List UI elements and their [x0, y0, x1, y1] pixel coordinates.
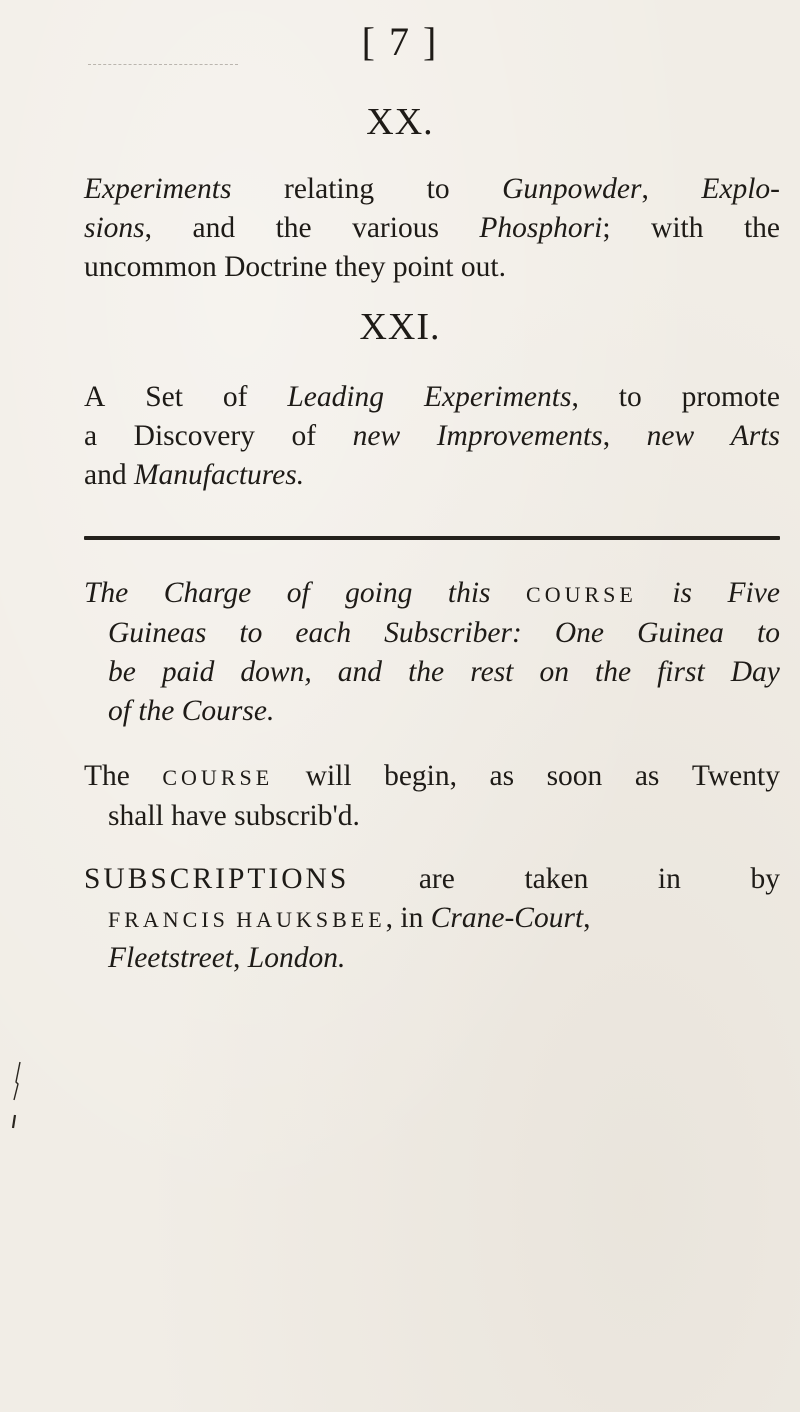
word	[731, 417, 780, 456]
text-run: new	[352, 420, 401, 452]
word	[701, 170, 780, 209]
text-line	[84, 692, 780, 731]
text-run: as	[634, 760, 660, 792]
word	[287, 378, 384, 417]
text-run: the	[275, 212, 312, 244]
text-line	[84, 939, 780, 978]
text-run: and	[192, 212, 236, 244]
text-run: London.	[247, 942, 346, 974]
section-xx-text	[84, 170, 780, 287]
text-line	[84, 653, 780, 692]
word	[284, 170, 374, 209]
text-run: to	[757, 617, 780, 649]
text-run: Manufactures.	[133, 459, 305, 491]
word	[524, 860, 588, 899]
text-run: by	[750, 863, 780, 895]
text-run: Improvements	[436, 420, 603, 452]
text-run: the	[743, 212, 780, 244]
word	[682, 378, 780, 417]
margin-ink-mark	[10, 1060, 24, 1130]
text-run: promote	[681, 381, 780, 413]
text-run: The	[84, 577, 129, 609]
text-run: shall have subscrib'd.	[108, 800, 360, 832]
word	[744, 209, 780, 248]
subscriptions-paragraph	[84, 860, 780, 978]
word	[134, 417, 255, 456]
text-run: is	[672, 577, 693, 609]
text-run: a	[84, 420, 98, 452]
word	[692, 757, 780, 797]
word	[555, 614, 604, 653]
horizontal-rule	[84, 536, 780, 540]
word	[84, 574, 128, 614]
word	[757, 614, 780, 653]
text-run: ;	[602, 212, 611, 244]
text-run: taken	[524, 863, 589, 895]
text-run: and	[84, 459, 134, 491]
text-run: this	[447, 577, 491, 609]
word	[276, 209, 312, 248]
text-run: on	[539, 656, 569, 688]
word	[193, 209, 236, 248]
text-run: ,	[571, 381, 579, 413]
text-line	[84, 797, 780, 836]
text-run: of	[291, 420, 317, 452]
word	[287, 574, 310, 614]
text-run: sions	[84, 212, 145, 244]
word	[424, 378, 579, 417]
text-run: to	[239, 617, 263, 649]
text-run: Leading	[287, 381, 385, 413]
text-run: Discovery	[133, 420, 255, 452]
word	[635, 757, 660, 797]
word	[338, 653, 382, 692]
course-paragraph	[84, 757, 780, 836]
word	[145, 378, 183, 417]
text-run: Explo-	[701, 173, 780, 205]
text-run: of the Course.	[108, 695, 275, 727]
text-run: paid	[161, 656, 215, 688]
word	[306, 757, 352, 797]
text-run: first	[657, 656, 705, 688]
word	[162, 653, 214, 692]
text-run: down,	[240, 656, 312, 688]
text-run: The	[84, 760, 130, 792]
text-run: Five	[727, 577, 780, 609]
text-run: ,	[233, 942, 248, 974]
text-run: ,	[602, 420, 611, 452]
text-line	[84, 378, 780, 417]
text-line	[84, 170, 780, 209]
text-run: and	[337, 656, 383, 688]
text-run: Guinea	[637, 617, 724, 649]
word	[164, 574, 251, 614]
text-run: of	[222, 381, 248, 413]
word	[728, 574, 780, 614]
text-run: COURSE	[162, 765, 274, 790]
word	[526, 574, 637, 614]
text-line	[84, 209, 780, 248]
word	[295, 614, 351, 653]
section-numeral-xxi: XXI.	[359, 306, 441, 348]
text-run: Experiments	[423, 381, 572, 413]
word	[84, 170, 231, 209]
text-run: uncommon Doctrine they point out.	[84, 251, 506, 283]
word	[657, 653, 705, 692]
word	[437, 417, 610, 456]
text-run: with	[651, 212, 704, 244]
text-run: relating	[284, 173, 375, 205]
text-run: going	[345, 577, 413, 609]
word	[291, 417, 316, 456]
word	[731, 653, 780, 692]
text-run: , in	[385, 902, 431, 934]
section-numeral-xx: XX.	[366, 101, 434, 143]
charge-paragraph	[84, 574, 780, 731]
word	[108, 653, 136, 692]
text-run: Twenty	[691, 760, 780, 792]
text-run: each	[295, 617, 352, 649]
word	[539, 653, 569, 692]
text-run: A	[84, 381, 106, 413]
text-run: begin,	[384, 760, 457, 792]
paper-mark	[88, 64, 238, 65]
text-run: Crane-Court	[430, 902, 584, 934]
text-line	[84, 899, 780, 939]
text-run: Day	[730, 656, 780, 688]
word	[502, 170, 649, 209]
text-run: soon	[546, 760, 603, 792]
text-run: the	[595, 656, 632, 688]
word	[84, 860, 349, 899]
word	[408, 653, 444, 692]
word	[223, 378, 248, 417]
text-run: ,	[144, 212, 153, 244]
word	[750, 860, 780, 899]
text-run: the	[408, 656, 445, 688]
text-line	[84, 757, 780, 797]
word	[345, 574, 412, 614]
word	[448, 574, 491, 614]
text-run: of	[286, 577, 310, 609]
text-line	[84, 417, 780, 456]
word	[84, 209, 152, 248]
word	[240, 653, 311, 692]
word	[647, 417, 695, 456]
word	[239, 614, 262, 653]
text-run: are	[418, 863, 455, 895]
word	[479, 209, 610, 248]
text-run: as	[489, 760, 515, 792]
text-run: Phosphori	[479, 212, 603, 244]
word	[84, 378, 105, 417]
text-line	[84, 860, 780, 899]
word	[162, 757, 273, 797]
text-run: Charge	[163, 577, 252, 609]
word	[490, 757, 515, 797]
text-run: HAUKSBEE	[236, 907, 386, 932]
word	[651, 209, 703, 248]
text-run: Fleetstreet	[108, 942, 234, 974]
text-run: One	[554, 617, 605, 649]
text-run: Set	[145, 381, 183, 413]
word	[672, 574, 692, 614]
text-run: Subscriber:	[384, 617, 522, 649]
text-run: SUBSCRIPTIONS	[84, 863, 350, 895]
word	[84, 417, 97, 456]
text-line	[84, 456, 780, 495]
text-run: ,	[583, 902, 591, 934]
text-run: new	[646, 420, 695, 452]
text-run: Arts	[730, 420, 780, 452]
text-run: COURSE	[526, 582, 637, 607]
word	[419, 860, 455, 899]
text-line	[84, 574, 780, 614]
text-run: Experiments	[84, 173, 232, 205]
text-line	[84, 248, 780, 287]
text-run: FRANCIS	[108, 907, 229, 932]
word	[595, 653, 631, 692]
text-run: will	[305, 760, 352, 792]
text-run: to	[618, 381, 642, 413]
word	[637, 614, 724, 653]
text-run: Guineas	[108, 617, 207, 649]
text-run: in	[657, 863, 681, 895]
word	[108, 614, 206, 653]
page-number: [ 7 ]	[361, 19, 439, 64]
word	[470, 653, 513, 692]
word	[547, 757, 603, 797]
section-xxi-text	[84, 378, 780, 495]
word	[384, 757, 457, 797]
text-run: rest	[470, 656, 514, 688]
text-run: ,	[641, 173, 649, 205]
word	[619, 378, 642, 417]
word	[658, 860, 681, 899]
word	[84, 757, 130, 797]
text-line	[84, 614, 780, 653]
text-run: to	[426, 173, 450, 205]
word	[384, 614, 522, 653]
word	[353, 417, 401, 456]
text-run: various	[352, 212, 439, 244]
text-run: Gunpowder	[502, 173, 642, 205]
word	[427, 170, 450, 209]
word	[352, 209, 439, 248]
text-run: be	[108, 656, 136, 688]
